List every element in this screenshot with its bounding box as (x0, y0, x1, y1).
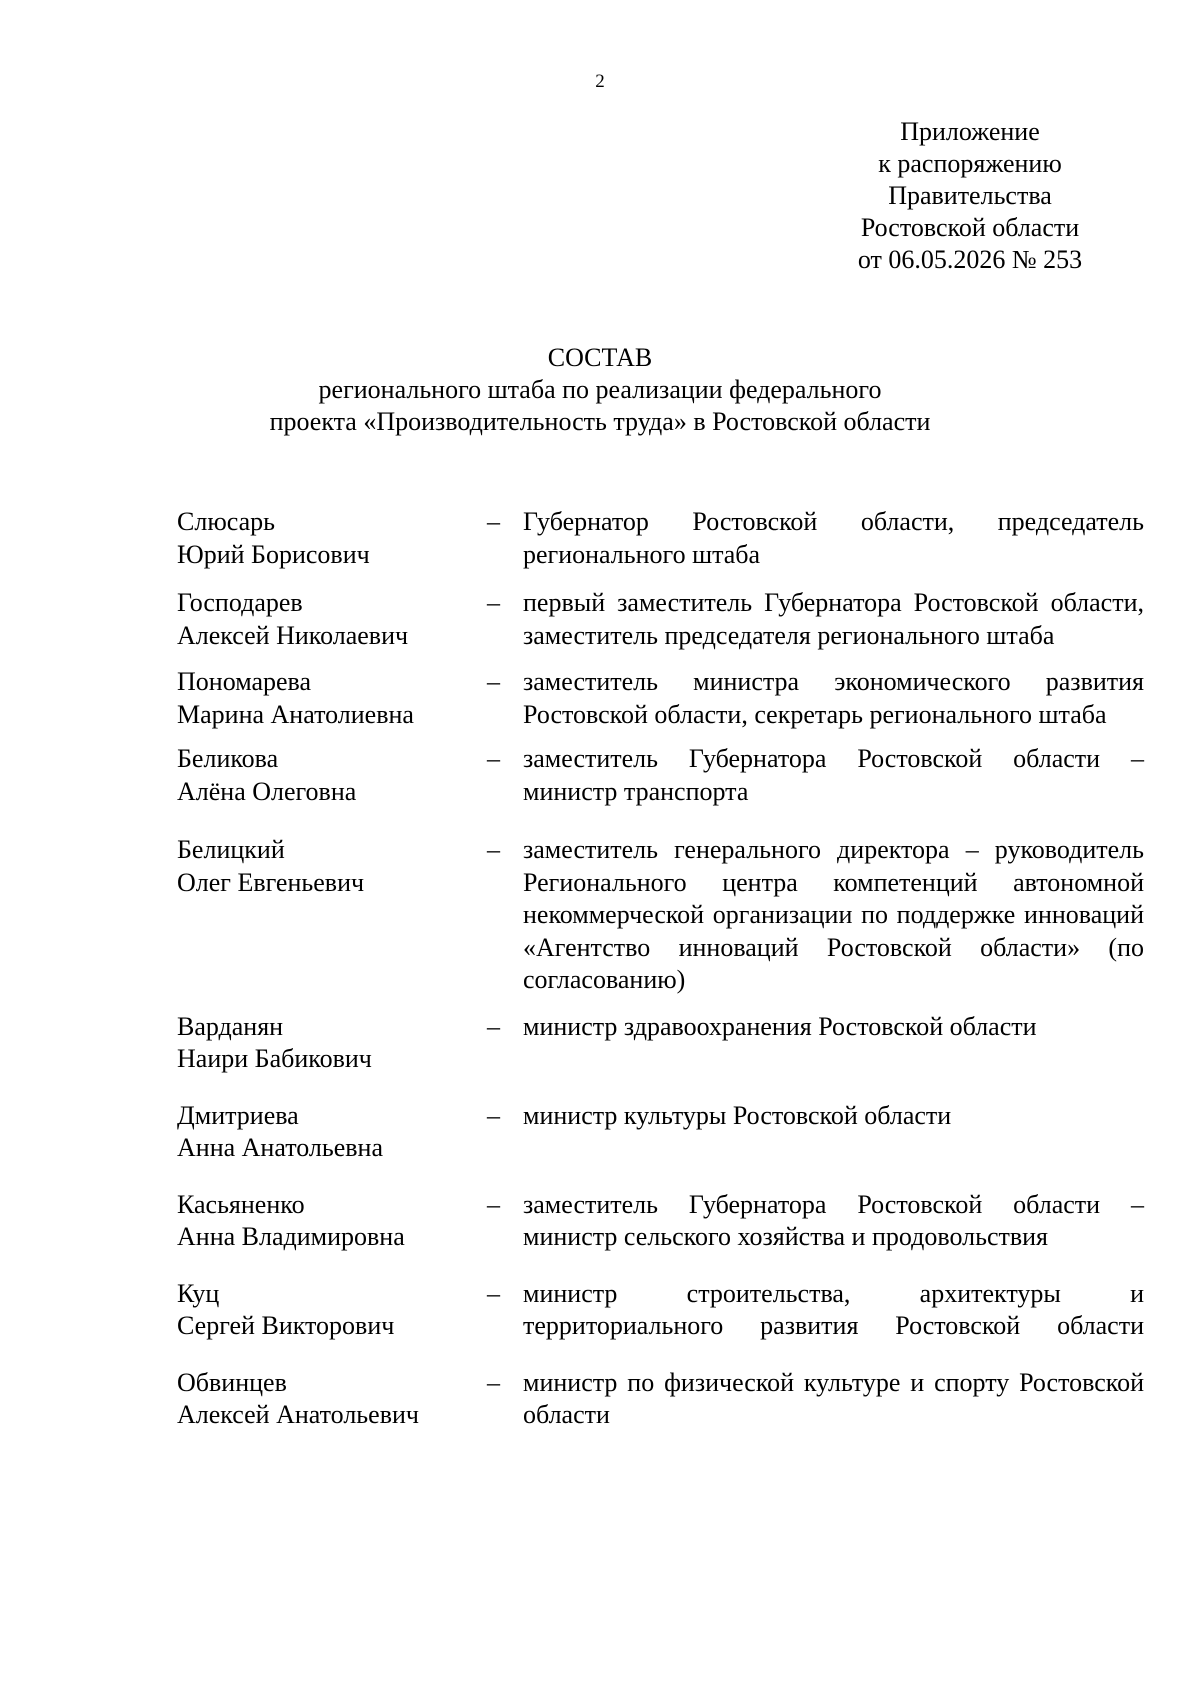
member-name (177, 743, 487, 808)
member-dash: – (487, 1278, 500, 1308)
member-role: заместитель министра экономического развития Ростовской области, секретарь регионального штаба (523, 667, 1144, 729)
member-surname: Обвинцев (177, 1367, 287, 1397)
member-name (177, 1367, 487, 1432)
member-name (177, 1011, 487, 1076)
document-subtitle-line: регионального штаба по реализации федерального (318, 375, 882, 404)
member-name (177, 1278, 487, 1343)
member-role: Губернатор Ростовской области, председатель регионального штаба (523, 507, 1144, 569)
member-role: заместитель Губернатора Ростовской области – министр сельского хозяйства и продовольствия (523, 1189, 1144, 1251)
member-role: заместитель генерального директора – руководитель Регионального центра компетенций автономной некоммерческой организации по поддержке инноваций «Агентство инноваций Ростовской области» (по согласованию) (523, 835, 1144, 994)
appendix-line: к распоряжению (878, 149, 1062, 178)
member-surname: Господарев (177, 588, 303, 617)
member-row (177, 666, 1144, 731)
member-row (177, 506, 1144, 571)
member-given-names: Алёна Олеговна (177, 776, 357, 806)
member-surname: Пономарева (177, 667, 312, 696)
member-given-names: Анна Владимировна (177, 1222, 405, 1251)
member-row (177, 1367, 1144, 1432)
member-row (177, 834, 1144, 997)
member-surname: Дмитриева (177, 1100, 299, 1130)
member-role: министр по физической культуре и спорту Ростовской области (523, 1367, 1144, 1429)
member-row (177, 587, 1144, 652)
member-given-names: Олег Евгеньевич (177, 867, 365, 897)
document-title: СОСТАВ (547, 343, 653, 372)
member-surname: Белицкий (177, 835, 285, 864)
appendix-block (830, 116, 1110, 276)
member-row (177, 743, 1144, 808)
member-dash: – (487, 1100, 500, 1130)
member-name (177, 1100, 487, 1165)
appendix-line: Приложение (900, 117, 1040, 146)
member-dash: – (487, 744, 500, 773)
member-dash: – (487, 588, 500, 617)
member-dash: – (487, 507, 500, 536)
appendix-line: Правительства (888, 181, 1052, 210)
member-given-names: Сергей Викторович (177, 1311, 395, 1340)
member-given-names: Алексей Николаевич (177, 620, 409, 650)
member-given-names: Марина Анатолиевна (177, 699, 414, 729)
member-given-names: Анна Анатольевна (177, 1133, 383, 1162)
member-list (177, 506, 1144, 1432)
page-number: 2 (595, 71, 605, 92)
member-name (177, 666, 487, 731)
member-role: заместитель Губернатора Ростовской области – министр транспорта (523, 744, 1144, 806)
member-dash: – (487, 667, 500, 696)
member-dash: – (487, 835, 500, 864)
member-role: министр здравоохранения Ростовской области (523, 1011, 1037, 1041)
member-given-names: Алексей Анатольевич (177, 1400, 419, 1429)
member-given-names: Юрий Борисович (177, 539, 370, 569)
document-subtitle-line: проекта «Производительность труда» в Ростовской области (269, 407, 931, 436)
document-heading (0, 342, 1200, 438)
member-surname: Беликова (177, 744, 279, 773)
member-row (177, 1278, 1144, 1343)
member-name (177, 587, 487, 652)
member-surname: Слюсарь (177, 507, 275, 536)
member-row (177, 1011, 1144, 1076)
member-role: министр культуры Ростовской области (523, 1100, 952, 1130)
member-dash: – (487, 1189, 500, 1219)
member-name (177, 834, 487, 899)
member-given-names: Наири Бабикович (177, 1044, 372, 1073)
member-name (177, 506, 487, 571)
member-surname: Куц (177, 1278, 220, 1308)
member-dash: – (487, 1011, 500, 1041)
member-dash: – (487, 1367, 500, 1397)
appendix-line: от 06.05.2026 № 253 (857, 245, 1083, 274)
member-surname: Варданян (177, 1011, 284, 1041)
member-row (177, 1189, 1144, 1254)
member-name (177, 1189, 487, 1254)
member-role: первый заместитель Губернатора Ростовской области, заместитель председателя регионального штаба (523, 588, 1144, 650)
member-surname: Касьяненко (177, 1189, 305, 1219)
appendix-line: Ростовской области (860, 213, 1080, 242)
member-role: министр строительства, архитектуры и территориального развития Ростовской области (523, 1278, 1144, 1340)
member-row (177, 1100, 1144, 1165)
